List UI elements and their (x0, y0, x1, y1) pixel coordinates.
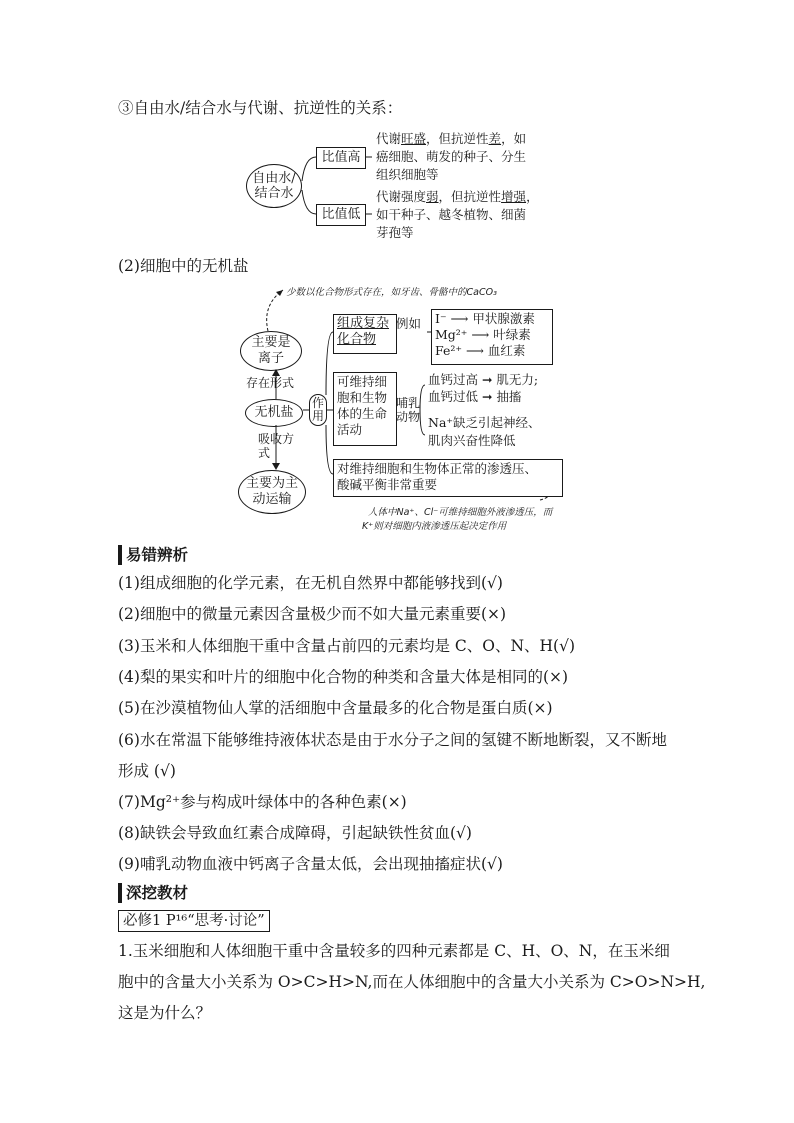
error-item: (6)水在常温下能够维持液体状态是由于水分子之间的氢键不断地断裂，又不断地 (118, 731, 667, 749)
t: ，但抗逆性 (426, 131, 489, 146)
ion-examples-box (431, 309, 553, 365)
error-item: (7)Mg²⁺参与构成叶绿体中的各种色素(×) (118, 793, 407, 811)
ratio-low-box: 比值低 (316, 204, 366, 226)
question-line1: 1.玉米细胞和人体细胞干重中含量较多的四种元素都是 C、H、O、N，在玉米细 (118, 942, 670, 960)
active-transport-label: 主要为主动运输 (245, 476, 298, 507)
ratio-low-line3: 芽孢等 (376, 225, 414, 240)
calcium-high: 血钙过高 ➞ 肌无力; (428, 372, 539, 387)
t: 旺盛 (401, 131, 427, 146)
t: 弱 (426, 189, 439, 204)
t: 代谢 (376, 131, 402, 146)
sodium-lack: Na⁺缺乏引起神经、 (428, 415, 541, 430)
t: ， (526, 189, 539, 204)
mammal-label: 哺乳动物 (396, 396, 421, 424)
note-sodium-chloride: 人体中Na⁺、Cl⁻可维持细胞外液渗透压，而 (368, 507, 553, 518)
role-label: 作用 (311, 396, 324, 423)
textbook-header: 深挖教材 (118, 883, 188, 903)
exist-form-label: 存在形式 (246, 376, 295, 390)
role-complex-compound-box (333, 314, 397, 354)
example-label: 例如 (396, 316, 422, 331)
ratio-high-line3: 组织细胞等 (376, 167, 439, 182)
osmotic-line1: 对维持细胞和生物体正常的渗透压、 (337, 461, 538, 476)
role-oval (309, 394, 327, 426)
error-item: (4)梨的果实和叶片的细胞中化合物的种类和含量大体是相同的(×) (118, 668, 569, 686)
t: 差 (488, 131, 502, 146)
main-ion-oval (240, 331, 302, 371)
error-item: (9)哺乳动物血液中钙离子含量太低，会出现抽搐症状(√) (118, 855, 503, 873)
role-life-text: 可维持细胞和生物体的生命活动 (337, 374, 388, 437)
active-transport-oval (238, 470, 306, 514)
role-complex-text: 组成复杂化合物 (337, 316, 390, 347)
inorganic-salt-title: (2)细胞中的无机盐 (118, 257, 249, 275)
error-item: (3)玉米和人体细胞干重中含量占前四的元素均是 C、O、N、H(√) (118, 637, 576, 655)
section-ratio-title: ③自由水/结合水与代谢、抗逆性的关系： (118, 99, 403, 117)
note-potassium: K⁺则对细胞内液渗透压起决定作用 (362, 521, 507, 532)
question-line3: 这是为什么？ (118, 1004, 212, 1022)
ratio-high-box: 比值高 (316, 147, 366, 169)
main-ion-label: 主要是离子 (251, 335, 291, 366)
inorganic-salt-oval (245, 399, 303, 427)
error-item: (2)细胞中的微量元素因含量极少而不如大量元素重要(×) (118, 605, 507, 623)
calcium-low: 血钙过低 ➞ 抽搐 (428, 389, 522, 404)
note-compound-form: 少数以化合物形式存在，如牙齿、骨骼中的CaCO₃ (286, 287, 497, 298)
magnesium-example: Mg²⁺ ⟶ 叶绿素 (435, 327, 531, 342)
iodine-example: I⁻ ⟶ 甲状腺激素 (435, 311, 535, 326)
t: ，如 (501, 131, 527, 146)
ratio-high-line1 (376, 131, 526, 147)
role-life-activity-box (333, 372, 397, 446)
ratio-high-line2: 癌细胞、萌发的种子、分生 (376, 149, 527, 164)
error-analysis-header: 易错辨析 (118, 545, 188, 565)
error-item: (1)组成细胞的化学元素，在无机自然界中都能够找到(√) (118, 574, 503, 592)
oval-label: 自由水/结合水 (252, 171, 296, 201)
error-item: (8)缺铁会导致血红素合成障碍，引起缺铁性贫血(√) (118, 824, 472, 842)
textbook-reference: 必修1 P¹⁶“思考·讨论” (118, 910, 270, 932)
free-bound-water-oval (246, 164, 302, 208)
absorb-way-label: 吸收方式 (258, 432, 295, 460)
question-line2: 胞中的含量大小关系为 O>C>H>N,而在人体细胞中的含量大小关系为 C>O>N>H, (118, 973, 706, 991)
excitability-low: 肌肉兴奋性降低 (428, 433, 516, 448)
role-osmotic-box (333, 459, 563, 497)
ratio-low-line2: 如干种子、越冬植物、细菌 (376, 207, 527, 222)
osmotic-line2: 酸碱平衡非常重要 (337, 477, 438, 492)
ratio-low-line1 (376, 189, 539, 205)
t: 增强 (501, 189, 527, 204)
iron-example: Fe²⁺ ⟶ 血红素 (435, 343, 526, 358)
salt-label: 无机盐 (254, 405, 294, 420)
t: ，但抗逆性 (438, 189, 502, 204)
error-item: (5)在沙漠植物仙人掌的活细胞中含量最多的化合物是蛋白质(×) (118, 699, 553, 717)
t: 代谢强度 (376, 189, 427, 204)
error-item: 形成 (√) (118, 762, 176, 780)
